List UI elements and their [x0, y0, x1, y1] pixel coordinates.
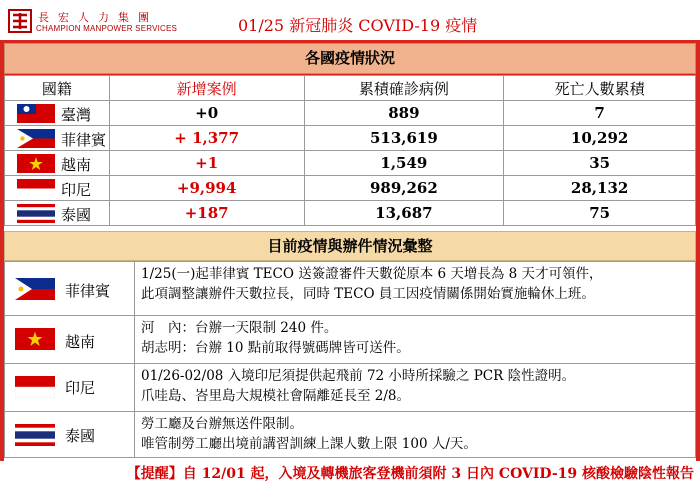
country-name: 越南 — [65, 333, 96, 351]
total-cases-value: 1,549 — [304, 151, 504, 176]
philippines-flag-icon — [15, 278, 55, 300]
note-line: 胡志明：台辦 10 點前取得號碼牌皆可送件。 — [141, 340, 410, 356]
deaths-value: 35 — [504, 151, 696, 176]
country-name: 泰國 — [61, 206, 92, 224]
note-cell — [135, 412, 696, 458]
country-name: 印尼 — [65, 379, 96, 397]
country-name: 越南 — [61, 156, 92, 174]
vietnam-flag-icon — [17, 154, 55, 173]
thailand-flag-icon — [15, 424, 55, 446]
note-line: 唯管制勞工廳出境前講習訓練上課人數上限 100 人/天。 — [141, 436, 477, 452]
company-logo-icon — [8, 9, 32, 33]
country-cell — [5, 201, 110, 226]
country-cell — [5, 316, 135, 364]
vietnam-flag-icon — [15, 328, 55, 350]
table-row — [5, 126, 696, 151]
note-line: 河 內：台辦一天限制 240 件。 — [141, 320, 338, 336]
table-row — [5, 101, 696, 126]
indonesia-flag-icon — [17, 179, 55, 198]
table-row — [5, 176, 696, 201]
philippines-flag-icon — [17, 129, 55, 148]
table-row — [5, 201, 696, 226]
header-deaths: 死亡人數累積 — [504, 76, 696, 101]
deaths-value: 10,292 — [504, 126, 696, 151]
new-cases-value: +0 — [109, 101, 304, 126]
header-total-cases: 累積確診病例 — [304, 76, 504, 101]
country-cell — [5, 364, 135, 412]
header — [0, 0, 700, 40]
note-line: 01/26-02/08 入境印尼須提供起飛前 72 小時所採驗之 PCR 陰性證明。 — [141, 368, 576, 384]
country-name: 泰國 — [65, 427, 96, 445]
country-cell — [5, 176, 110, 201]
table1-title: 各國疫情狀況 — [4, 43, 696, 74]
deaths-value: 28,132 — [504, 176, 696, 201]
country-cell — [5, 101, 110, 126]
note-cell — [135, 262, 696, 316]
header-country: 國籍 — [5, 76, 110, 101]
country-name: 菲律賓 — [61, 131, 107, 149]
page-title: 01/25 新冠肺炎 COVID-19 疫情 — [238, 16, 478, 35]
country-stats-table — [4, 75, 696, 226]
new-cases-value: +1 — [109, 151, 304, 176]
processing-status-table — [4, 261, 696, 458]
note-line: 此項調整讓辦件天數拉長，同時 TECO 員工因疫情關係開始實施輪休上班。 — [141, 286, 595, 302]
note-cell — [135, 316, 696, 364]
country-name: 印尼 — [61, 181, 92, 199]
indonesia-flag-icon — [15, 376, 55, 398]
deaths-value: 75 — [504, 201, 696, 226]
footer-notice: 【提醒】自 12/01 起，入境及轉機旅客登機前須附 3 日內 COVID-19 核酸檢驗陰性報告 — [126, 466, 694, 482]
header-new-cases: 新增案例 — [109, 76, 304, 101]
table-header-row — [5, 76, 696, 101]
new-cases-value: +9,994 — [109, 176, 304, 201]
table2-title: 目前疫情與辦件情況彙整 — [4, 231, 696, 261]
taiwan-flag-icon — [17, 104, 55, 123]
note-cell — [135, 364, 696, 412]
country-cell — [5, 262, 135, 316]
thailand-flag-icon — [17, 204, 55, 223]
table-row — [5, 316, 696, 364]
total-cases-value: 989,262 — [304, 176, 504, 201]
note-line: 1/25(一)起菲律賓 TECO 送簽證審件天數從原本 6 天增長為 8 天才可領件， — [141, 266, 603, 282]
note-line: 勞工廳及台辦無送件限制。 — [141, 416, 303, 432]
table-row — [5, 364, 696, 412]
new-cases-value: +187 — [109, 201, 304, 226]
country-cell — [5, 412, 135, 458]
total-cases-value: 513,619 — [304, 126, 504, 151]
table-row — [5, 412, 696, 458]
country-name: 臺灣 — [61, 106, 92, 124]
total-cases-value: 13,687 — [304, 201, 504, 226]
deaths-value: 7 — [504, 101, 696, 126]
country-cell — [5, 151, 110, 176]
new-cases-value: + 1,377 — [109, 126, 304, 151]
right-border-strip — [696, 75, 700, 461]
table-row — [5, 151, 696, 176]
total-cases-value: 889 — [304, 101, 504, 126]
country-cell — [5, 126, 110, 151]
company-name-en: CHAMPION MANPOWER SERVICES — [36, 24, 178, 33]
table-row — [5, 262, 696, 316]
note-line: 爪哇島、峇里島大規模社會隔離延長至 2/8。 — [141, 388, 411, 404]
country-name: 菲律賓 — [65, 282, 111, 300]
company-name-cn: 長宏人力集團 — [38, 11, 158, 24]
